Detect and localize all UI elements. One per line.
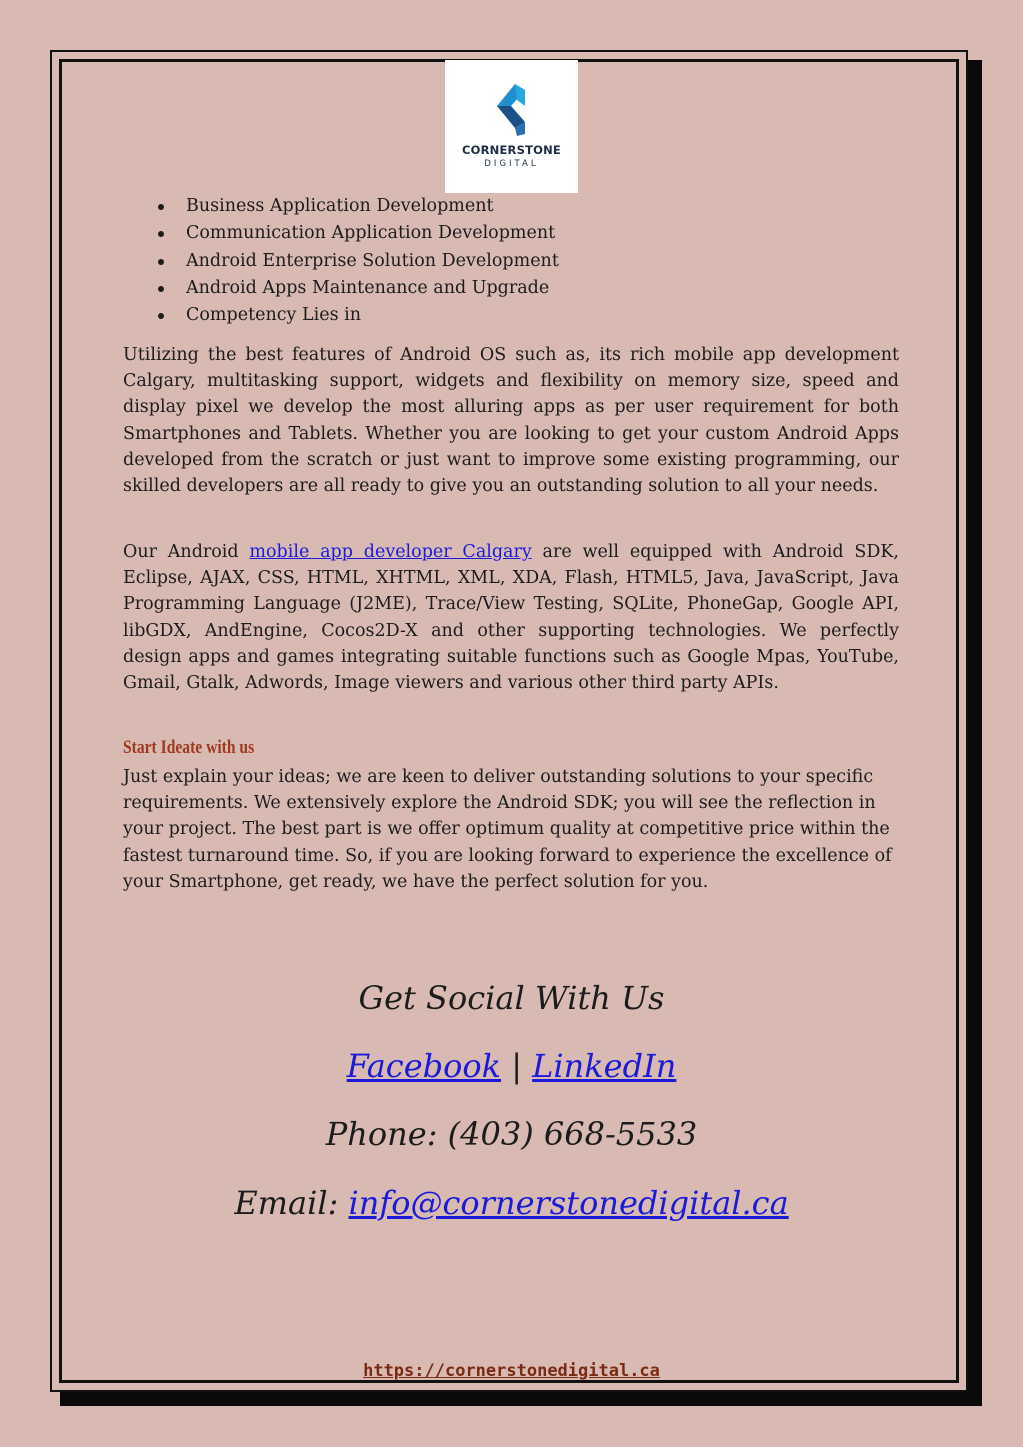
email-link[interactable]: info@cornerstonedigital.ca	[348, 1184, 789, 1222]
tech-paragraph	[123, 539, 899, 696]
tech-paragraph-prefix: Our Android	[123, 542, 250, 562]
linkedin-link[interactable]: LinkedIn	[532, 1047, 677, 1085]
logo-mark-icon	[445, 60, 578, 193]
mobile-app-developer-link[interactable]: mobile app developer Calgary	[249, 542, 532, 562]
email-line	[0, 1184, 1023, 1222]
social-links	[0, 1047, 1023, 1085]
cornerstone-digital-logo	[445, 60, 578, 193]
footer-website-link[interactable]: https://cornerstonedigital.ca	[363, 1361, 660, 1381]
logo-subname: DIGITAL	[484, 159, 539, 169]
list-item: Android Enterprise Solution Development	[186, 248, 559, 275]
tech-paragraph-suffix: are well equipped with Android SDK, Eclipse, AJAX, CSS, HTML, XHTML, XML, XDA, Flash, HTML5, Java, JavaScript, Java Programming Language (J2ME), Trace/View Testing, SQLite, PhoneGap, Google API, libGDX, AndEngine, Cocos2D-X and other supporting technologies. We perfectly design apps and games integrating suitable functions such as Google Mpas, YouTube, Gmail, Gtalk, Adwords, Image viewers and various other third party APIs.	[123, 542, 899, 694]
intro-paragraph: Utilizing the best features of Android OS such as, its rich mobile app development Calgary, multitasking support, widgets and flexibility on memory size, speed and display pixel we develop the most alluring apps as per user requirement for both Smartphones and Tablets. Whether you are looking to get your custom Android Apps developed from the scratch or just want to improve some existing programming, our skilled developers are all ready to give you an outstanding solution to all your needs.	[123, 345, 899, 497]
list-item: Business Application Development	[186, 193, 559, 220]
ideate-paragraph: Just explain your ideas; we are keen to deliver outstanding solutions to your specific requirements. We extensively explore the Android SDK; you will see the reflection in your project. The best part is we offer optimum quality at competitive price within the fastest turnaround time. So, if you are looking forward to experience the excellence of your Smartphone, get ready, we have the perfect solution for you.	[123, 767, 892, 892]
services-list	[186, 193, 559, 329]
list-item: Android Apps Maintenance and Upgrade	[186, 275, 559, 302]
email-label: Email:	[234, 1184, 349, 1222]
list-item: Competency Lies in	[186, 302, 559, 329]
phone-number: Phone: (403) 668-5533	[325, 1115, 698, 1153]
facebook-link[interactable]: Facebook	[346, 1047, 502, 1085]
section-heading: Start Ideate with us	[123, 737, 255, 758]
list-item: Communication Application Development	[186, 220, 559, 247]
social-separator: |	[511, 1047, 522, 1085]
logo-name: CORNERSTONE	[462, 143, 561, 157]
social-heading: Get Social With Us	[358, 979, 665, 1017]
